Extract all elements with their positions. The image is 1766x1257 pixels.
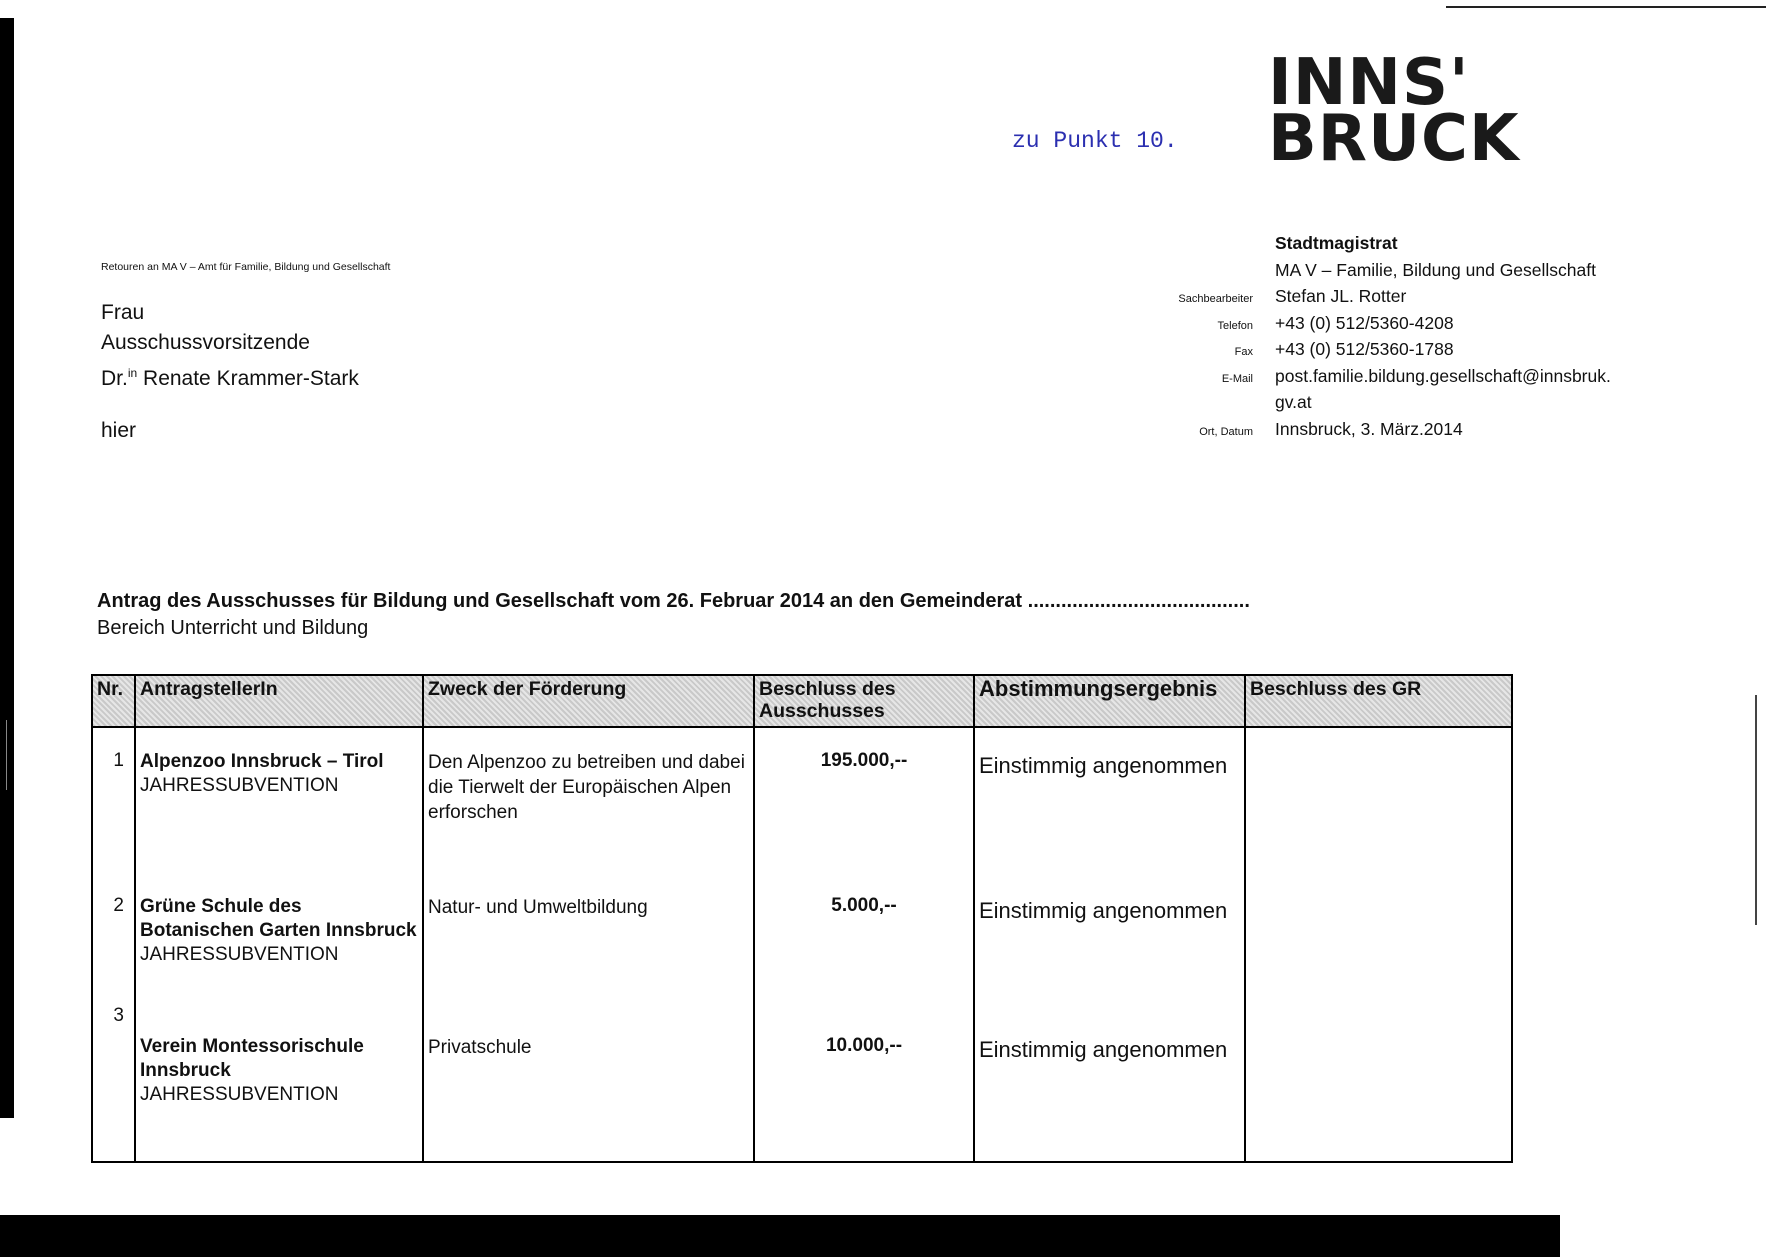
recipient-name [101,358,359,394]
logo-line-2: BRUCK [1268,102,1520,176]
cell-gr [1245,873,1512,996]
recipient-block [101,298,359,446]
recipient-title-sup: in [127,366,138,380]
header-beschluss-gr: Beschluss des GR [1245,675,1512,727]
cell-antragsteller [135,727,423,873]
header-nr: Nr. [92,675,135,727]
sender-value: gv.at [1275,392,1312,412]
scan-line-right [1755,695,1757,925]
cell-nr: 3 [92,995,135,1162]
table-row [92,873,1512,996]
cell-nr: 2 [92,873,135,996]
agenda-note: zu Punkt 10. [1012,128,1178,154]
scan-border-left [0,18,14,1118]
table-row [92,995,1512,1162]
cell-antragsteller [135,995,423,1162]
sender-value: post.familie.bildung.gesellschaft@innsbruk. [1275,365,1611,386]
sender-label: Telefon [1217,319,1253,332]
cell-ergebnis: Einstimmig angenommen [974,727,1245,873]
cell-betrag: 5.000,-- [754,873,974,996]
recipient-fullname: Renate Krammer-Stark [137,367,359,390]
sender-value: Stefan JL. Rotter [1275,286,1407,306]
antrag-title: Antrag des Ausschusses für Bildung und Gesellschaft vom 26. Februar 2014 an den Gemeinderat ........................................ [97,590,1250,612]
sender-label: E-Mail [1221,372,1253,385]
recipient-salutation: Frau [101,301,145,324]
sender-label: Sachbearbeiter [1178,293,1253,305]
applicant-name: Grüne Schule des Botanischen Garten Innsbruck [140,895,417,941]
recipient-role: Ausschussvorsitzende [101,331,310,354]
sender-label: Ort, Datum [1199,425,1253,438]
recipient-title: Dr. [101,367,128,390]
scan-line-left [6,720,7,790]
cell-nr: 1 [92,727,135,873]
applicant-type: JAHRESSUBVENTION [140,1084,339,1106]
cell-gr [1245,995,1512,1162]
cell-ergebnis: Einstimmig angenommen [974,995,1245,1162]
cell-antragsteller [135,873,423,996]
scan-border-bottom [0,1215,1560,1257]
header-abstimmung: Abstimmungsergebnis [974,675,1245,727]
header-antragsteller: AntragstellerIn [135,675,423,727]
applicant-name: Verein Montessorischule Innsbruck [140,1036,364,1082]
cell-gr [1245,727,1512,873]
applicant-name: Alpenzoo Innsbruck – Tirol [140,751,384,772]
table-row [92,727,1512,873]
cell-zweck: Natur- und Umweltbildung [423,873,754,996]
header-beschluss-ausschuss: Beschluss des Ausschusses [754,675,974,727]
sender-value: +43 (0) 512/5360-1788 [1275,339,1454,359]
subsidy-table [91,674,1513,1163]
header-zweck: Zweck der Förderung [423,675,754,727]
applicant-type: JAHRESSUBVENTION [140,775,339,796]
logo-line-1: INNS' [1268,46,1470,120]
sender-value: +43 (0) 512/5360-4208 [1275,312,1454,333]
scan-line-top [1446,6,1766,8]
sender-block [1040,230,1640,442]
innsbruck-logo [1268,46,1520,176]
cell-betrag: 195.000,-- [754,727,974,873]
cell-ergebnis: Einstimmig angenommen [974,873,1245,996]
cell-zweck: Privatschule [423,995,754,1162]
antrag-subtitle: Bereich Unterricht und Bildung [97,617,369,639]
return-address: Retouren an MA V – Amt für Familie, Bildung und Gesellschaft [101,261,391,273]
recipient-location: hier [101,419,137,442]
sender-department: MA V – Familie, Bildung und Gesellschaft [1275,259,1596,280]
sender-label: Fax [1234,346,1253,358]
cell-betrag: 10.000,-- [754,995,974,1162]
sender-org: Stadtmagistrat [1275,233,1398,253]
applicant-type: JAHRESSUBVENTION [140,943,339,965]
cell-zweck: Den Alpenzoo zu betreiben und dabei die Tierwelt der Europäischen Alpen erforschen [423,727,754,873]
table-header-row [92,675,1512,727]
sender-label [1040,389,1275,416]
sender-value: Innsbruck, 3. März.2014 [1275,418,1463,439]
